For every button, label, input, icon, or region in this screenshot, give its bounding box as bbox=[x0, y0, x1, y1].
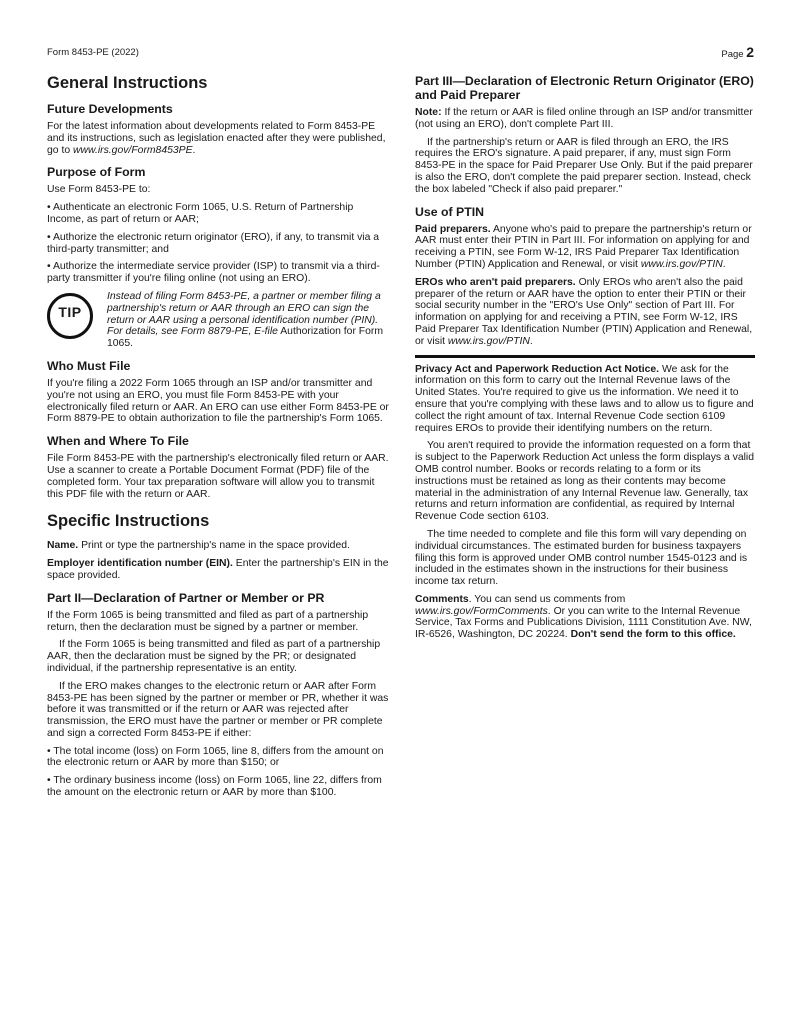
name-instruction: Name. Print or type the partnership's name in the space provided. bbox=[47, 540, 350, 552]
part2-text: If the Form 1065 is being transmitted and filed as part of a partnership AAR, then the declaration must be signed by the PR; or designated individual, if the partnership representative is an entity. bbox=[47, 639, 381, 674]
privacy-act-text: Privacy Act and Paperwork Reduction Act Notice. We ask for the information on this form to carry out the Internal Revenue laws of the United States. You're required to give us the information. We need it to ensure that you're complying with these laws and to allow us to figure and collect the right amount of tax. Internal Revenue Code section 6109 requires EROs to provide their identifying numbers on the return. bbox=[415, 363, 754, 434]
tip-text: Instead of filing Form 8453-PE, a partner or member filing a partnership's return or AAR through an ERO can sign the return or AAR using a personal identification number (PIN). For details, see Form 8879-PE, E-file Authorization for Form 1065. bbox=[107, 290, 384, 350]
form-label: Form 8453-PE (2022) bbox=[47, 47, 139, 58]
part3-heading: Part III—Declaration of Electronic Return Originator (ERO) and Paid Preparer bbox=[415, 74, 754, 102]
part3-note: Note: If the return or AAR is filed online through an ISP and/or transmitter (not using an ERO), don't complete Part III. bbox=[415, 107, 753, 130]
part2-text: If the Form 1065 is being transmitted and filed as part of a partnership return, then the declaration must be signed by a partner or member. bbox=[47, 609, 369, 633]
page-word: Page bbox=[721, 49, 744, 60]
future-developments-heading: Future Developments bbox=[47, 102, 173, 116]
future-developments-text: For the latest information about developments related to Form 8453-PE and its instructions, such as legislation enacted after they were published, go to www.irs.gov/Form8453PE. bbox=[47, 121, 386, 156]
specific-instructions-title: Specific Instructions bbox=[47, 512, 210, 531]
eros-text: EROs who aren't paid preparers. Only EROs who aren't also the paid preparer of the return or AAR have the option to enter their PTIN or their social security number in the "ERO's Use Only" section of Part III. For information on applying for and receiving a PTIN, see Form W-12, IRS Paid Preparer Tax Identification Number (PTIN) Application and Renewal, or visit www.irs.gov/PTIN. bbox=[415, 276, 753, 347]
page-indicator bbox=[721, 44, 754, 60]
part2-text: If the ERO makes changes to the electronic return or AAR after Form 8453-PE has been signed by the partner or member or PR, whether it was before it was transmitted or if the return or AAR was rejected after transmission, the ERO must have the partner or member or PR complete and sign a corrected Form 8453-PE if either: bbox=[47, 680, 389, 739]
section-divider bbox=[415, 355, 755, 358]
purpose-bullet: • Authenticate an electronic Form 1065, U.S. Return of Partnership Income, as part of return or AAR; bbox=[47, 202, 354, 225]
ptin-link[interactable]: www.irs.gov/PTIN bbox=[640, 258, 723, 270]
right-column bbox=[415, 70, 755, 647]
tip-box bbox=[47, 291, 389, 350]
when-where-text: File Form 8453-PE with the partnership's electronically filed return or AAR. Use a scanner to create a Portable Document Format (PDF) file of the completed form. Your tax preparation software will allow you to transmit this PDF file with the return or AAR. bbox=[47, 453, 389, 500]
part2-bullet: • The ordinary business income (loss) on Form 1065, line 22, differs from the amount on the electronic return or AAR by more than $100. bbox=[47, 775, 382, 799]
who-must-file-text: If you're filing a 2022 Form 1065 through an ISP and/or transmitter and you're not using an ERO, you must file Form 8453-PE with your electronically filed return or AAR. An ERO can use either Form 8453-PE or Form 8879-PE to obtain authorization to file the partnership's Form 1065. bbox=[47, 377, 389, 425]
ptin-link[interactable]: www.irs.gov/PTIN bbox=[447, 335, 530, 347]
form8453pe-link[interactable]: www.irs.gov/Form8453PE bbox=[73, 144, 193, 156]
when-where-heading: When and Where To File bbox=[47, 434, 189, 449]
privacy-act-text: You aren't required to provide the information requested on a form that is subject to the Paperwork Reduction Act unless the form displays a valid OMB control number. Books or records relating to a form or its instructions must be retained as long as their contents may become material in the administration of any Internal Revenue law. Generally, tax returns and return information are confidential, as required by Internal Revenue Code section 6103. bbox=[415, 440, 755, 523]
privacy-act-text: The time needed to complete and file this form will vary depending on individual circumstances. The estimated burden for business taxpayers filing this form is approved under OMB control number 1545-0123 and is included in the estimates shown in the instructions for their business income tax return. bbox=[415, 528, 748, 588]
purpose-intro: Use Form 8453-PE to: bbox=[47, 184, 151, 196]
page-number: 2 bbox=[746, 44, 754, 60]
part3-text: If the partnership's return or AAR is filed through an ERO, the IRS requires the ERO's signature. A paid preparer, if any, must sign Form 8453-PE in the space for Paid Preparer Use Only. But if the paid preparer is also the ERO, don't complete the paid preparer section. Instead, check the box labeled "Check if also paid preparer." bbox=[415, 136, 753, 195]
purpose-heading: Purpose of Form bbox=[47, 165, 146, 180]
paid-preparers-text: Paid preparers. Anyone who's paid to prepare the partnership's return or AAR must enter their PTIN in Part III. For information on applying for and receiving a PTIN, see Form W-12, IRS Paid Preparer Tax Identification Number (PTIN) Application and Renewal, or visit www.irs.gov/PTIN. bbox=[415, 223, 752, 270]
general-instructions-title: General Instructions bbox=[47, 74, 208, 92]
part2-bullet: • The total income (loss) on Form 1065, line 8, differs from the amount on the electronic return or AAR by more than $150; or bbox=[47, 745, 384, 769]
ptin-heading: Use of PTIN bbox=[415, 204, 485, 219]
left-column bbox=[47, 70, 389, 805]
who-must-file-heading: Who Must File bbox=[47, 358, 131, 373]
purpose-bullet: • Authorize the intermediate service provider (ISP) to transmit via a third-party transmitter if you're filing online (not using an ERO). bbox=[47, 261, 380, 285]
part2-heading: Part II—Declaration of Partner or Member or PR bbox=[47, 590, 325, 605]
ein-instruction: Employer identification number (EIN). Enter the partnership's EIN in the space provided. bbox=[47, 558, 389, 581]
tip-icon: TIP bbox=[47, 293, 93, 339]
comments-text: Comments. You can send us comments from www.irs.gov/FormComments. Or you can write to the Internal Revenue Service, Tax Forms and Publications Division, 1111 Constitution Ave. NW, IR-6526, Washington, DC 20224. Don't send the form to this office. bbox=[415, 593, 752, 641]
form-comments-link[interactable]: www.irs.gov/FormComments bbox=[415, 605, 548, 617]
purpose-bullet: • Authorize the electronic return originator (ERO), if any, to transmit via a third-party transmitter; and bbox=[47, 231, 380, 255]
